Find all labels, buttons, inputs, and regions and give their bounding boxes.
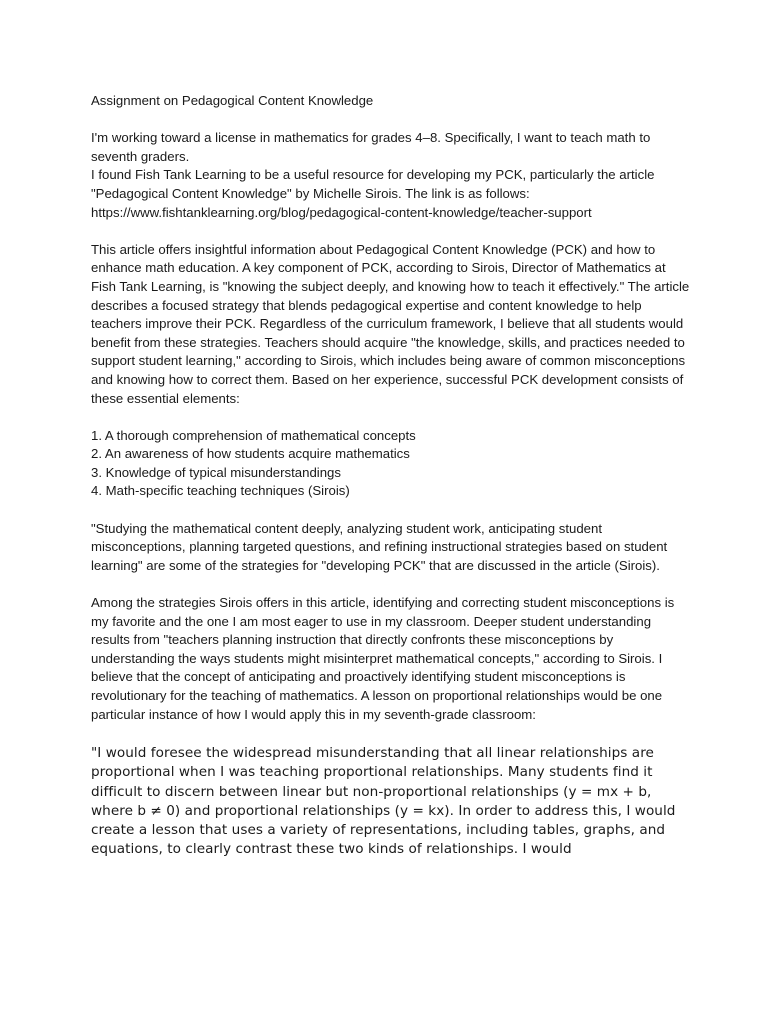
document-title: Assignment on Pedagogical Content Knowledge <box>91 93 374 108</box>
quote-proportional-lesson: "I would foresee the widespread misunderstanding that all linear relationships are proportional when I was teaching proportional relationships. Many students find it difficult to discern between linear but non-proportional relationships (y = mx + b, where b ≠ 0) and proportional relationships (y = kx). In order to address this, I would create a lesson that uses a variety of representations, including tables, graphs, and equations, to clearly contrast these two kinds of relationships. I would <box>91 745 676 858</box>
list-item-2: 2. An awareness of how students acquire mathematics <box>91 446 410 462</box>
document-body <box>91 92 691 859</box>
paragraph-strategies: "Studying the mathematical content deeply, analyzing student work, anticipating student misconceptions, planning targeted questions, and refining instructional strategies based on student learning" are some of the strategies for "developing PCK" that are discussed in the article (Sirois). <box>91 520 668 573</box>
list-item-1: 1. A thorough comprehension of mathematical concepts <box>91 427 416 443</box>
list-item-4: 4. Math-specific teaching techniques (Sirois) <box>91 483 350 499</box>
paragraph-misconceptions: Among the strategies Sirois offers in this article, identifying and correcting student misconceptions is my favorite and the one I am most eager to use in my classroom. Deeper student understanding results from "teachers planning instruction that directly confronts these misconceptions by understanding the ways students might misinterpret mathematical concepts," according to Sirois. I believe that the concept of anticipating and proactively identifying student misconceptions is revolutionary for the teaching of mathematics. A lesson on proportional relationships would be one particular instance of how I would apply this in my seventh-grade classroom: <box>91 595 675 722</box>
list-item-3: 3. Knowledge of typical misunderstandings <box>91 464 341 480</box>
intro-line-link: https://www.fishtanklearning.org/blog/pedagogical-content-knowledge/teacher-support <box>91 204 592 220</box>
paragraph-pck-overview: This article offers insightful information about Pedagogical Content Knowledge (PCK) and how to enhance math education. A key component of PCK, according to Sirois, Director of Mathematics at Fish Tank Learning, is "knowing the subject deeply, and knowing how to teach it effectively." The article describes a focused strategy that blends pedagogical expertise and content knowledge to help teachers improve their PCK. Regardless of the curriculum framework, I believe that all students would benefit from these strategies. Teachers should acquire "the knowledge, skills, and practices needed to support student learning," according to Sirois, which includes being aware of common misconceptions and knowing how to correct them. Based on her experience, successful PCK development consists of these essential elements: <box>91 241 690 406</box>
intro-line-license: I'm working toward a license in mathematics for grades 4–8. Specifically, I want to teach math to seventh graders. <box>91 130 651 164</box>
intro-line-resource: I found Fish Tank Learning to be a useful resource for developing my PCK, particularly the article "Pedagogical Content Knowledge" by Michelle Sirois. The link is as follows: <box>91 167 655 201</box>
